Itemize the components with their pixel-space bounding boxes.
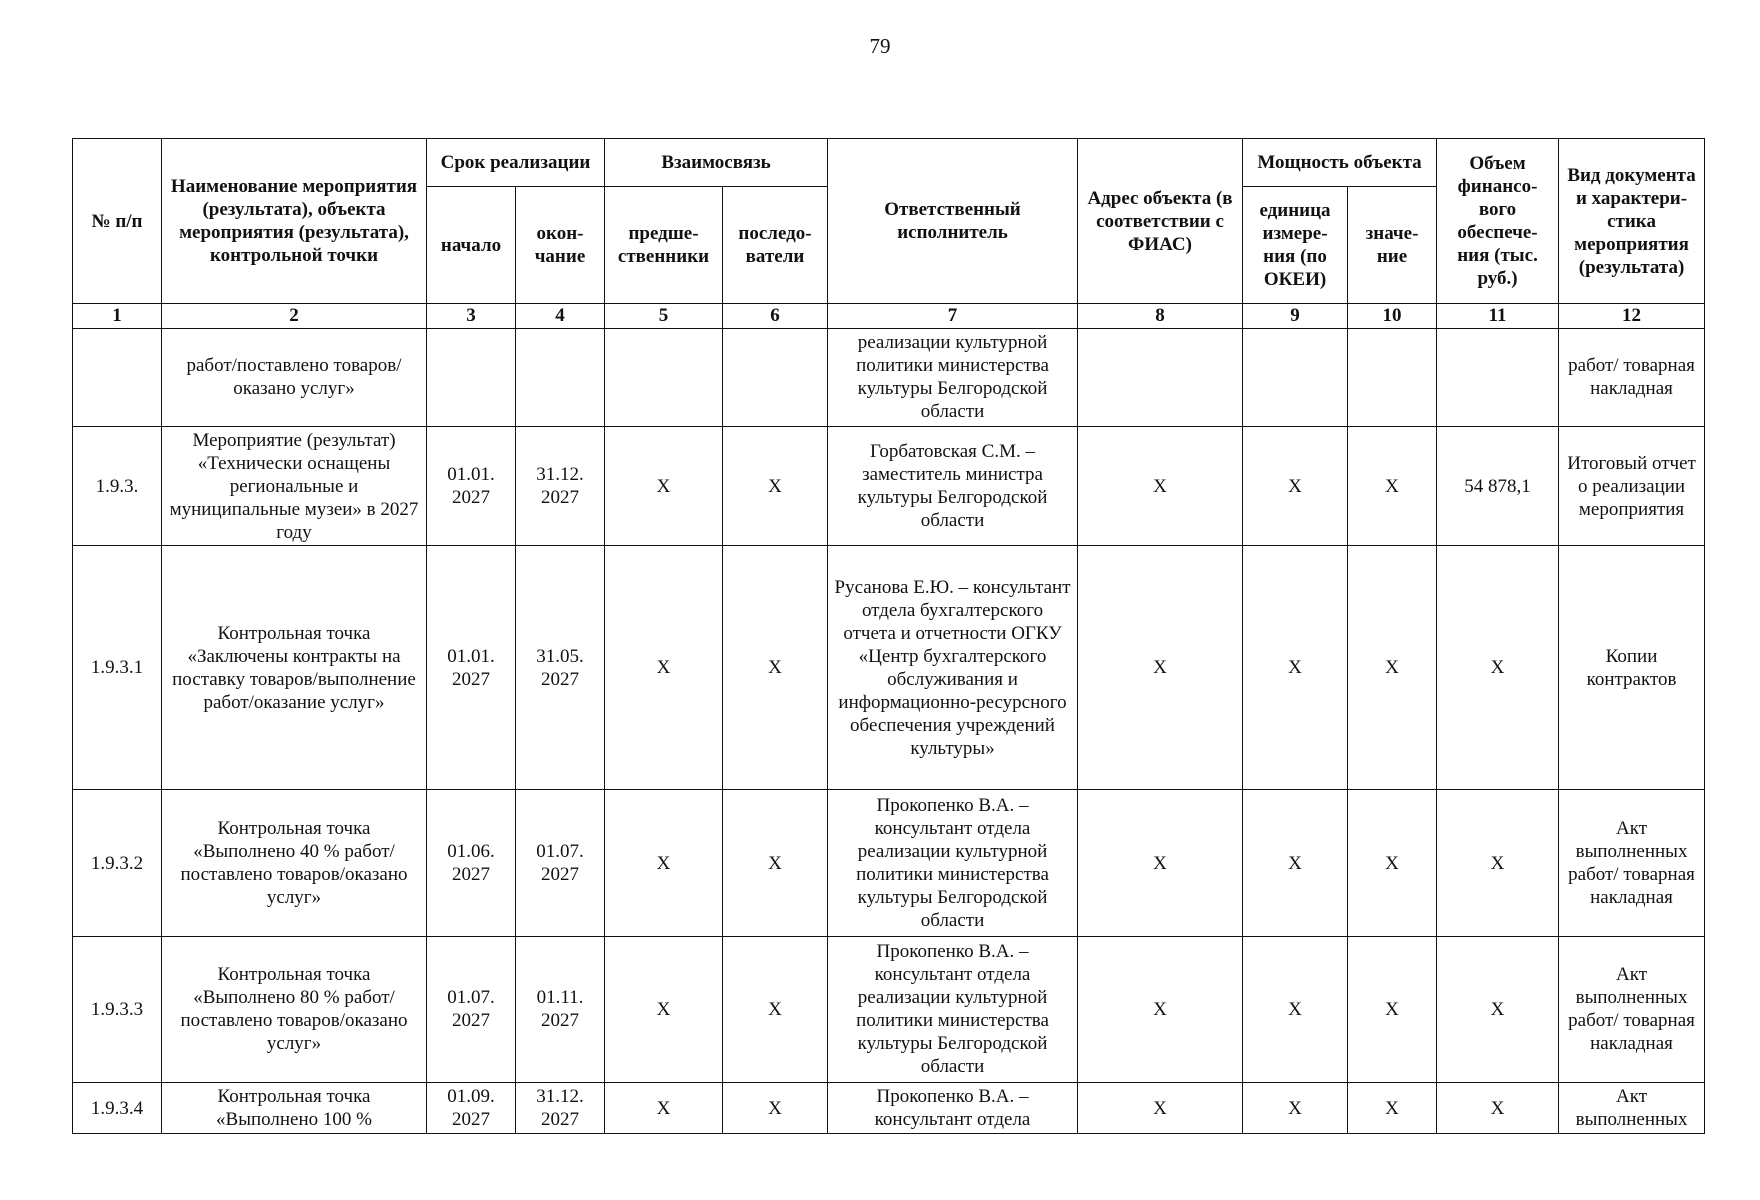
row-executor: Прокопенко В.А. – консультант отдела реализации культурной политики министерства культуры Белгородской области [828,790,1078,936]
column-number: 6 [723,304,828,329]
column-number-row [73,304,1705,329]
row-successors: X [723,790,828,936]
row-name: работ/поставлено товаров/оказано услуг» [162,329,427,427]
row-end: 01.07. 2027 [516,790,605,936]
row-unit: X [1243,546,1348,790]
header-row-1 [73,139,1705,187]
row-successors: X [723,1083,828,1134]
header-capacity-group: Мощность объекта [1243,139,1437,187]
row-finance: X [1437,936,1559,1082]
column-number: 12 [1559,304,1705,329]
row-document: Копии контрактов [1559,546,1705,790]
row-document: Акт выполненных [1559,1083,1705,1134]
column-number: 1 [73,304,162,329]
page-number: 79 [869,34,891,58]
header-executor: Ответственный исполнитель [828,139,1078,304]
row-end: 31.12. 2027 [516,426,605,546]
row-num [73,329,162,427]
row-document: Акт выполненных работ/ товарная накладная [1559,790,1705,936]
row-name: Мероприятие (результат) «Технически оснащены региональные и муниципальные музеи» в 2027 году [162,426,427,546]
row-successors [723,329,828,427]
row-start: 01.01. 2027 [427,546,516,790]
row-name: Контрольная точка «Заключены контракты на поставку товаров/выполнение работ/оказание услуг» [162,546,427,790]
row-unit: X [1243,936,1348,1082]
table-row [73,546,1705,790]
header-finance: Объем финансо-вого обеспече-ния (тыс. руб.) [1437,139,1559,304]
row-start: 01.07. 2027 [427,936,516,1082]
row-end [516,329,605,427]
row-address: X [1078,426,1243,546]
row-unit: X [1243,790,1348,936]
row-unit: X [1243,426,1348,546]
column-number: 4 [516,304,605,329]
row-successors: X [723,936,828,1082]
row-predecessors: X [605,426,723,546]
row-start: 01.09. 2027 [427,1083,516,1134]
row-executor: реализации культурной политики министерства культуры Белгородской области [828,329,1078,427]
row-executor: Горбатовская С.М. – заместитель министра культуры Белгородской области [828,426,1078,546]
header-term-group: Срок реализации [427,139,605,187]
row-finance [1437,329,1559,427]
row-num: 1.9.3.4 [73,1083,162,1134]
row-finance: X [1437,546,1559,790]
header-link-group: Взаимосвязь [605,139,828,187]
row-document: работ/ товарная накладная [1559,329,1705,427]
column-number: 10 [1348,304,1437,329]
header-value: значе-ние [1348,187,1437,304]
row-unit [1243,329,1348,427]
column-number: 9 [1243,304,1348,329]
column-number: 8 [1078,304,1243,329]
row-start [427,329,516,427]
table-row [73,426,1705,546]
row-executor: Русанова Е.Ю. – консультант отдела бухгалтерского отчета и отчетности ОГКУ «Центр бухгалтерского обслуживания и информационно-ресурсного обеспечения учреждений культуры» [828,546,1078,790]
row-predecessors: X [605,936,723,1082]
row-value: X [1348,790,1437,936]
row-end: 01.11. 2027 [516,936,605,1082]
column-number: 7 [828,304,1078,329]
row-executor: Прокопенко В.А. – консультант отдела реализации культурной политики министерства культуры Белгородской области [828,936,1078,1082]
header-name: Наименование мероприятия (результата), объекта мероприятия (результата), контрольной точки [162,139,427,304]
row-num: 1.9.3. [73,426,162,546]
row-predecessors: X [605,546,723,790]
row-finance: 54 878,1 [1437,426,1559,546]
row-address: X [1078,546,1243,790]
row-executor: Прокопенко В.А. – консультант отдела [828,1083,1078,1134]
row-value: X [1348,426,1437,546]
table-row [73,790,1705,936]
row-num: 1.9.3.2 [73,790,162,936]
row-value: X [1348,936,1437,1082]
header-num: № п/п [73,139,162,304]
column-number: 2 [162,304,427,329]
row-value: X [1348,546,1437,790]
row-predecessors: X [605,790,723,936]
table-row [73,1083,1705,1134]
header-predecessors: предше-ственники [605,187,723,304]
row-document: Акт выполненных работ/ товарная накладная [1559,936,1705,1082]
row-address: X [1078,936,1243,1082]
row-start: 01.01. 2027 [427,426,516,546]
header-doc: Вид документа и характери-стика мероприятия (результата) [1559,139,1705,304]
row-finance: X [1437,790,1559,936]
row-value [1348,329,1437,427]
header-successors: последо-ватели [723,187,828,304]
header-end: окон-чание [516,187,605,304]
table-row [73,936,1705,1082]
header-address: Адрес объекта (в соответствии с ФИАС) [1078,139,1243,304]
row-name: Контрольная точка «Выполнено 80 % работ/поставлено товаров/оказано услуг» [162,936,427,1082]
row-value: X [1348,1083,1437,1134]
activity-plan-table [72,138,1705,1134]
row-name: Контрольная точка «Выполнено 100 % [162,1083,427,1134]
row-end: 31.12. 2027 [516,1083,605,1134]
row-address: X [1078,1083,1243,1134]
row-num: 1.9.3.1 [73,546,162,790]
column-number: 5 [605,304,723,329]
row-end: 31.05. 2027 [516,546,605,790]
row-start: 01.06. 2027 [427,790,516,936]
row-address [1078,329,1243,427]
row-num: 1.9.3.3 [73,936,162,1082]
row-document: Итоговый отчет о реализации мероприятия [1559,426,1705,546]
row-successors: X [723,546,828,790]
row-address: X [1078,790,1243,936]
header-start: начало [427,187,516,304]
header-unit: единица измере-ния (по ОКЕИ) [1243,187,1348,304]
row-finance: X [1437,1083,1559,1134]
row-successors: X [723,426,828,546]
row-unit: X [1243,1083,1348,1134]
column-number: 3 [427,304,516,329]
table-row [73,329,1705,427]
row-name: Контрольная точка «Выполнено 40 % работ/поставлено товаров/оказано услуг» [162,790,427,936]
column-number: 11 [1437,304,1559,329]
row-predecessors [605,329,723,427]
row-predecessors: X [605,1083,723,1134]
